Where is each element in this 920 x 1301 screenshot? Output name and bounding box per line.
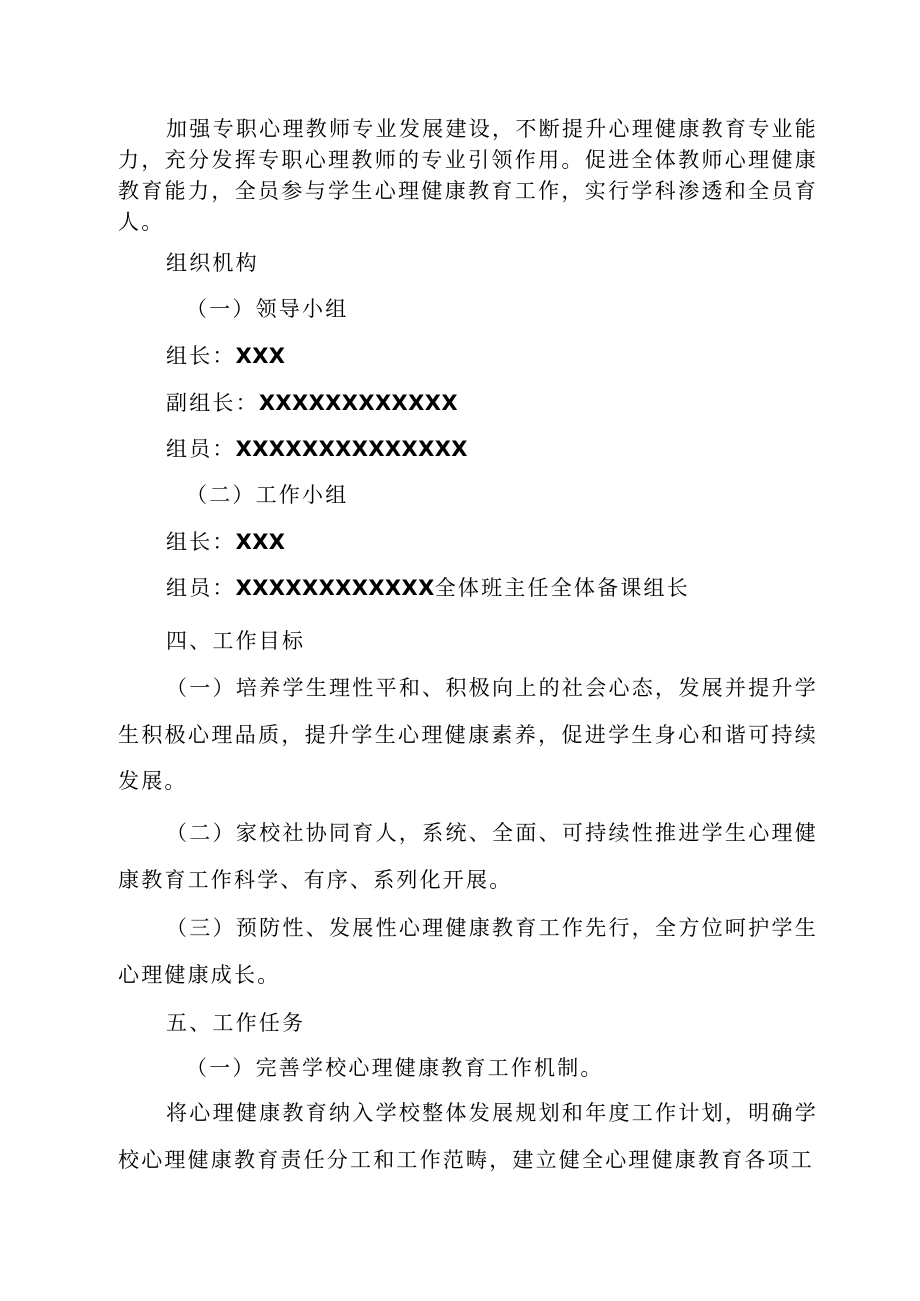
task-1-heading: （一）完善学校心理健康教育工作机制。 — [186, 1056, 604, 1080]
work-leader-value: XXX — [235, 530, 286, 554]
goal-1: （一）培养学生理性平和、积极向上的社会心态，发展并提升学生积极心理品质，提升学生心理健康素养，促进学生身心和谐可持续发展。 — [118, 676, 818, 793]
members-label: 组员： — [166, 437, 236, 461]
work-members-value: XXXXXXXXXXXX — [235, 576, 435, 600]
goal-2: （二）家校社协同育人，系统、全面、可持续性推进学生心理健康教育工作科学、有序、系列化开展。 — [118, 821, 818, 892]
work-group-heading: （二）工作小组 — [186, 483, 349, 507]
work-leader-label: 组长： — [166, 530, 236, 554]
work-members-suffix: 全体班主任全体备课组长 — [434, 576, 690, 600]
leader-group-leader — [166, 341, 285, 371]
goal-3: （三）预防性、发展性心理健康教育工作先行，全方位呵护学生心理健康成长。 — [118, 916, 818, 987]
leader-label: 组长： — [166, 344, 236, 368]
work-group-members — [166, 573, 690, 603]
leader-group-members — [166, 434, 468, 464]
members-value: XXXXXXXXXXXXXX — [235, 437, 468, 461]
work-group-leader — [166, 527, 285, 557]
deputy-value: XXXXXXXXXXXX — [258, 391, 458, 415]
goals-heading: 四、工作目标 — [166, 629, 306, 653]
task-1-body: 将心理健康教育纳入学校整体发展规划和年度工作计划，明确学校心理健康教育责任分工和工作范畴，建立健全心理健康教育各项工 — [118, 1101, 818, 1172]
intro-paragraph: 加强专职心理教师专业发展建设，不断提升心理健康教育专业能力，充分发挥专职心理教师的专业引领作用。促进全体教师心理健康教育能力，全员参与学生心理健康教育工作，实行学科渗透和全员育人。 — [118, 117, 818, 234]
tasks-heading: 五、工作任务 — [166, 1011, 306, 1035]
org-heading: 组织机构 — [166, 251, 259, 275]
leader-value: XXX — [235, 344, 286, 368]
work-members-label: 组员： — [166, 576, 236, 600]
leader-group-heading: （一）领导小组 — [186, 297, 349, 321]
deputy-label: 副组长： — [166, 391, 259, 415]
leader-group-deputy — [166, 388, 458, 418]
